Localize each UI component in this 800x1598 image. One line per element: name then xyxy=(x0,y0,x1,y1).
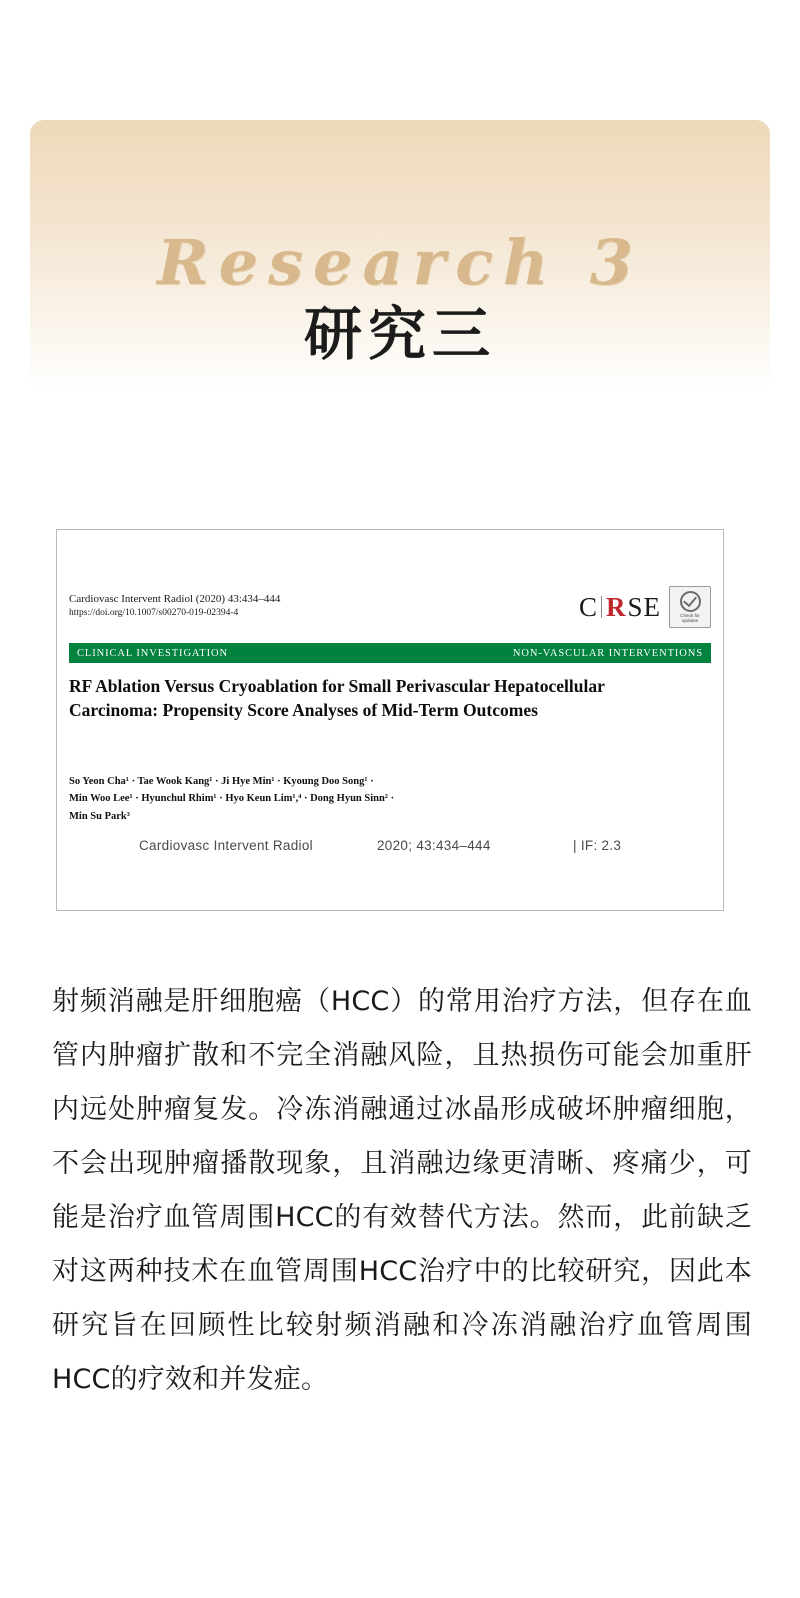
checkmark-circle-icon xyxy=(680,591,701,612)
crossmark-check-for-updates-icon[interactable] xyxy=(669,586,711,628)
section-category-label: CLINICAL INVESTIGATION xyxy=(77,647,228,659)
cirse-logo-r: R xyxy=(605,591,627,622)
footer-impact-factor: | IF: 2.3 xyxy=(573,837,622,853)
check-updates-line1: Check for xyxy=(680,612,700,618)
footer-journal-name: Cardiovasc Intervent Radiol xyxy=(139,837,313,853)
research-banner xyxy=(30,120,770,390)
publisher-logo-group xyxy=(579,586,711,628)
section-banner xyxy=(69,643,711,663)
cirse-logo-se: SE xyxy=(627,591,661,622)
banner-script-title: Research 3 xyxy=(157,226,643,299)
cirse-logo xyxy=(579,592,661,623)
authors-line-3: Min Su Park³ xyxy=(69,810,130,822)
paper-authors xyxy=(69,773,703,825)
doi-link[interactable]: https://doi.org/10.1007/s00270-019-02394-4 xyxy=(69,607,239,618)
footer-citation: 2020; 43:434–444 xyxy=(377,837,491,853)
cirse-logo-divider xyxy=(601,596,602,618)
authors-line-2: Min Woo Lee¹ · Hyunchul Rhim¹ · Hyo Keun Lim¹,⁴ · Dong Hyun Sinn² · xyxy=(69,793,395,805)
banner-chinese-title: 研究三 xyxy=(303,300,496,368)
journal-reference: Cardiovasc Intervent Radiol (2020) 43:434–444 xyxy=(69,593,281,605)
cirse-logo-c: C xyxy=(578,591,598,622)
summary-paragraph: 射频消融是肝细胞癌（HCC）的常用治疗方法，但存在血管内肿瘤扩散和不完全消融风险，且热损伤可能会加重肝内远处肿瘤复发。冷冻消融通过冰晶形成破坏肿瘤细胞，不会出现肿瘤播散现象，且消融边缘更清晰、疼痛少，可能是治疗血管周围HCC的有效替代方法。然而，此前缺乏对这两种技术在血管周围HCC治疗中的比较研究，因此本研究旨在回顾性比较射频消融和冷冻消融治疗血管周围HCC的疗效和并发症。 xyxy=(52,986,752,1395)
paper-title: RF Ablation Versus Cryoablation for Small Perivascular Hepatocellular Carcinoma: Propensity Score Analyses of Mid-Term Outcomes xyxy=(69,676,605,721)
check-updates-line2: updates xyxy=(681,618,699,623)
paper-preview-card xyxy=(56,529,724,911)
authors-line-1: So Yeon Cha¹ · Tae Wook Kang¹ · Ji Hye Min¹ · Kyoung Doo Song¹ · xyxy=(69,776,374,787)
section-subject-label: NON-VASCULAR INTERVENTIONS xyxy=(512,647,703,659)
